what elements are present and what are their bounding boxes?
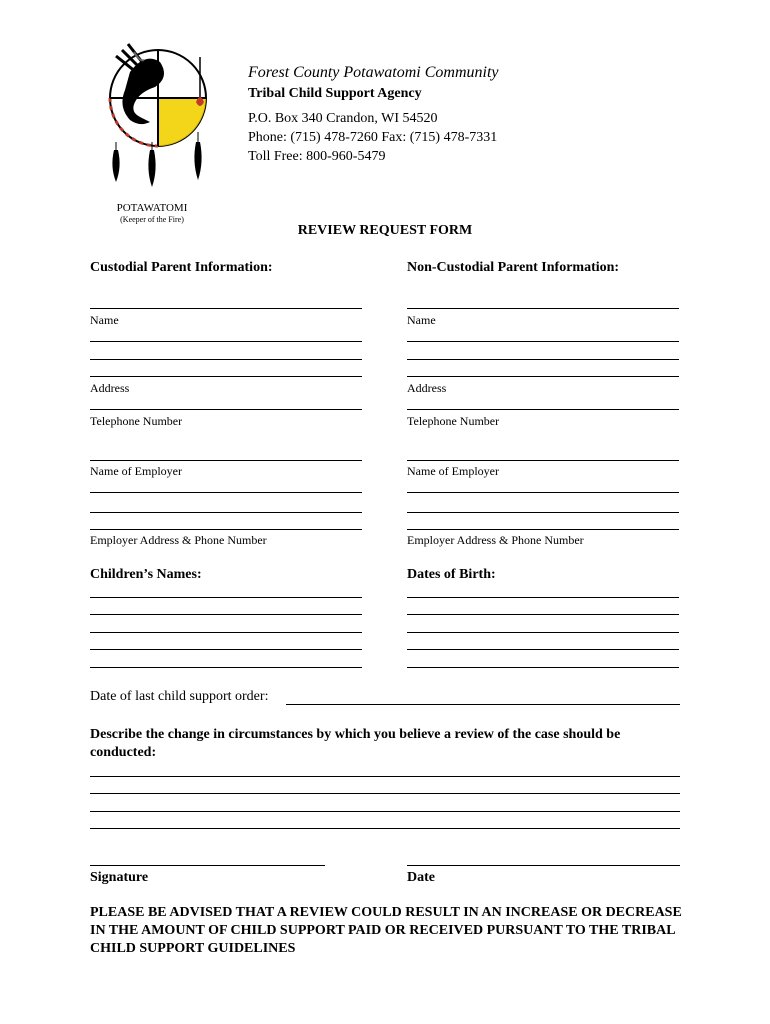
describe-line-4[interactable] — [90, 828, 680, 829]
child-name-line-1[interactable] — [90, 597, 362, 598]
dob-line-4[interactable] — [407, 649, 679, 650]
date-label: Date — [407, 870, 435, 885]
agency-phone-fax: Phone: (715) 478-7260 Fax: (715) 478-7331 — [248, 130, 498, 145]
describe-line-2[interactable] — [90, 793, 680, 794]
logo-subcaption: (Keeper of the Fire) — [120, 215, 184, 224]
noncustodial-telephone-label: Telephone Number — [407, 414, 500, 428]
custodial-employer-line[interactable] — [90, 460, 362, 461]
dob-line-2[interactable] — [407, 614, 679, 615]
child-name-line-5[interactable] — [90, 667, 362, 668]
child-name-line-3[interactable] — [90, 632, 362, 633]
noncustodial-name-line[interactable] — [407, 308, 679, 309]
logo-caption: POTAWATOMI — [116, 202, 188, 214]
noncustodial-employer-label: Name of Employer — [407, 464, 499, 478]
dob-heading: Dates of Birth: — [407, 567, 496, 582]
dob-line-1[interactable] — [407, 597, 679, 598]
custodial-employer-address-line-3[interactable] — [90, 529, 362, 530]
noncustodial-address-label: Address — [407, 381, 447, 395]
custodial-address-line-1[interactable] — [90, 341, 362, 342]
child-name-line-4[interactable] — [90, 649, 362, 650]
noncustodial-name-label: Name — [407, 313, 436, 327]
describe-line-1[interactable] — [90, 776, 680, 777]
noncustodial-address-line-3[interactable] — [407, 376, 679, 377]
custodial-telephone-label: Telephone Number — [90, 414, 183, 428]
noncustodial-employer-address-line-1[interactable] — [407, 492, 679, 493]
organization-name: Forest County Potawatomi Community — [248, 64, 499, 81]
noncustodial-heading: Non-Custodial Parent Information: — [407, 260, 620, 275]
date-line[interactable] — [407, 865, 680, 866]
custodial-telephone-line[interactable] — [90, 409, 362, 410]
agency-address: P.O. Box 340 Crandon, WI 54520 — [248, 111, 438, 126]
noncustodial-address-line-1[interactable] — [407, 341, 679, 342]
noncustodial-employer-address-line-3[interactable] — [407, 529, 679, 530]
noncustodial-address-line-2[interactable] — [407, 359, 679, 360]
signature-line[interactable] — [90, 865, 325, 866]
form-title: REVIEW REQUEST FORM — [297, 223, 473, 238]
last-order-label: Date of last child support order: — [90, 689, 269, 704]
children-heading: Children’s Names: — [90, 567, 202, 582]
custodial-address-line-3[interactable] — [90, 376, 362, 377]
custodial-name-line[interactable] — [90, 308, 362, 309]
signature-label: Signature — [90, 870, 149, 885]
noncustodial-telephone-line[interactable] — [407, 409, 679, 410]
custodial-employer-address-label: Employer Address & Phone Number — [90, 533, 267, 547]
child-name-line-2[interactable] — [90, 614, 362, 615]
noncustodial-employer-address-line-2[interactable] — [407, 512, 679, 513]
noncustodial-employer-line[interactable] — [407, 460, 679, 461]
noncustodial-employer-address-label: Employer Address & Phone Number — [407, 533, 584, 547]
describe-line-3[interactable] — [90, 811, 680, 812]
dob-line-3[interactable] — [407, 632, 679, 633]
custodial-employer-address-line-2[interactable] — [90, 512, 362, 513]
custodial-heading: Custodial Parent Information: — [90, 260, 273, 275]
dob-line-5[interactable] — [407, 667, 679, 668]
custodial-employer-address-line-1[interactable] — [90, 492, 362, 493]
custodial-name-label: Name — [90, 313, 119, 327]
potawatomi-logo-icon — [100, 32, 220, 202]
last-order-date-line[interactable] — [286, 704, 680, 705]
agency-toll-free: Toll Free: 800-960-5479 — [248, 149, 386, 164]
custodial-address-label: Address — [90, 381, 130, 395]
review-notice: PLEASE BE ADVISED THAT A REVIEW COULD RESULT IN AN INCREASE OR DECREASE IN THE AMOUNT OF CHILD SUPPORT PAID OR RECEIVED PURSUANT TO THE TRIBAL CHILD SUPPORT GUIDELINES — [90, 905, 682, 956]
agency-name: Tribal Child Support Agency — [248, 86, 422, 101]
describe-prompt: Describe the change in circumstances by which you believe a review of the case should be conducted: — [90, 727, 621, 760]
custodial-employer-label: Name of Employer — [90, 464, 182, 478]
custodial-address-line-2[interactable] — [90, 359, 362, 360]
